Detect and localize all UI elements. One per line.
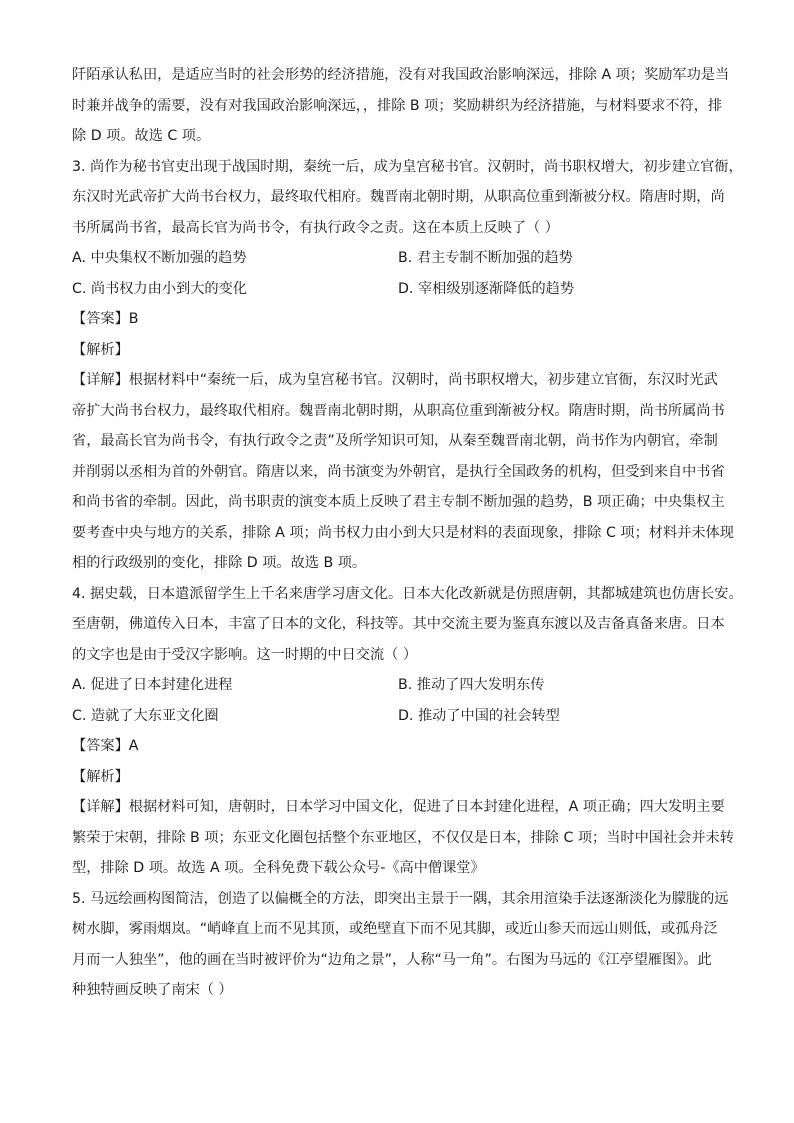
options-row — [72, 701, 728, 732]
text-line: 除 D 项。故选 C 项。 — [72, 128, 211, 144]
detail-line: 和尚书省的牵制。因此，尚书职责的演变本质上反映了君主专制不断加强的趋势，B 项正确；中央集权主 — [72, 494, 725, 510]
question-stem: 至唐朝，佛道传入日本，丰富了日本的文化，科技等。其中交流主要为鉴真东渡以及吉备真备来唐。日本 — [72, 616, 725, 632]
detail-line: 并削弱以丞相为首的外朝官。隋唐以来，尚书演变为外朝官，是执行全国政务的机构，但受到来自中书省 — [72, 463, 725, 480]
question-stem: 种独特画反映了南宋（ ） — [72, 982, 233, 998]
options-row — [72, 274, 728, 305]
question-stem: 月而一人独坐”，他的画在当时被评价为“边角之景”，人称“马一角”。右图为马远的《江亭望雁图》。此 — [72, 951, 712, 968]
text-line: 时兼并战争的需要，没有对我国政治影响深远，，排除 B 项；奖励耕织为经济措施，与材料要求不符，排 — [72, 97, 723, 114]
detail-line: 帝扩大尚书台权力，最终取代相府。魏晋南北朝时期，从职高位重到渐被分权。隋唐时期，尚书所属尚书 — [72, 402, 725, 419]
analysis-label: 【解析】 — [72, 768, 129, 785]
question-stem: 3. 尚作为秘书官吏出现于战国时期，秦统一后，成为皇宫秘书官。汉朝时，尚书职权增大，初步建立官衙， — [72, 158, 743, 175]
question-5 — [72, 884, 728, 1006]
option-b: B. 推动了四大发明东传 — [398, 677, 545, 693]
question-stem: 的文字也是由于受汉字影响。这一时期的中日交流（ ） — [72, 646, 418, 663]
detail-line: 省，最高长官为尚书令，有执行政令之责”及所学知识可知，从秦至魏晋南北朝，尚书作为内朝官，牵制 — [72, 433, 718, 449]
question-stem: 书所属尚书省，最高长官为尚书令，有执行政令之责。这在本质上反映了（ ） — [72, 219, 559, 236]
option-b: B. 君主专制不断加强的趋势 — [398, 250, 573, 266]
detail-line: 【详解】根据材料中“秦统一后，成为皇宫秘书官。汉朝时，尚书职权增大，初步建立官衙，东汉时光武 — [72, 372, 718, 388]
option-c: C. 尚书权力由小到大的变化 — [72, 280, 247, 297]
option-d: D. 宰相级别逐渐降低的趋势 — [398, 280, 575, 297]
option-c: C. 造就了大东亚文化圈 — [72, 707, 219, 724]
text-line: 阡陌承认私田，是适应当时的社会形势的经济措施，没有对我国政治影响深远，排除 A 项；奖励军功是当 — [72, 67, 730, 83]
options-row — [72, 670, 728, 701]
option-d: D. 推动了中国的社会转型 — [398, 707, 560, 724]
detail-line: 【详解】根据材料可知，唐朝时，日本学习中国文化，促进了日本封建化进程，A 项正确；四大发明主要 — [72, 799, 725, 815]
answer-line: 【答案】A — [72, 738, 139, 754]
analysis-label: 【解析】 — [72, 341, 129, 358]
question-stem: 4. 据史载，日本遣派留学生上千名来唐学习唐文化。日本大化改新就是仿照唐朝，其都城建筑也仿唐长安。 — [72, 585, 743, 602]
option-a: A. 促进了日本封建化进程 — [72, 677, 233, 693]
detail-line: 型，排除 D 项。故选 A 项。全科免费下载公众号-《高中僧课堂》 — [72, 860, 485, 876]
question-4 — [72, 579, 743, 884]
detail-line: 要考查中央与地方的关系，排除 A 项；尚书权力由小到大只是材料的表面现象，排除 C 项；材料并未体现 — [72, 524, 734, 541]
answer-line: 【答案】B — [72, 311, 139, 327]
detail-line: 繁荣于宋朝，排除 B 项；东亚文化圈包括整个东亚地区，不仅仅是日本，排除 C 项；当时中国社会并未转 — [72, 829, 734, 846]
question-stem: 东汉时光武帝扩大尚书台权力，最终取代相府。魏晋南北朝时期，从职高位重到渐被分权。隋唐时期，尚 — [72, 189, 725, 205]
detail-line: 相的行政级别的变化，排除 D 项。故选 B 项。 — [72, 555, 367, 571]
options-row — [72, 243, 728, 274]
question-stem: 树水脚，雾雨烟岚。“峭峰直上而不见其顶，或绝壁直下而不见其脚，或近山参天而远山则低，或孤舟泛 — [72, 921, 718, 937]
document-page — [72, 60, 743, 1006]
option-a: A. 中央集权不断加强的趋势 — [72, 250, 247, 266]
question-stem: 5. 马远绘画构图简洁，创造了以偏概全的方法，即突出主景于一隅，其余用渲染手法逐渐淡化为朦胧的远 — [72, 890, 729, 907]
question-3 — [72, 152, 743, 579]
